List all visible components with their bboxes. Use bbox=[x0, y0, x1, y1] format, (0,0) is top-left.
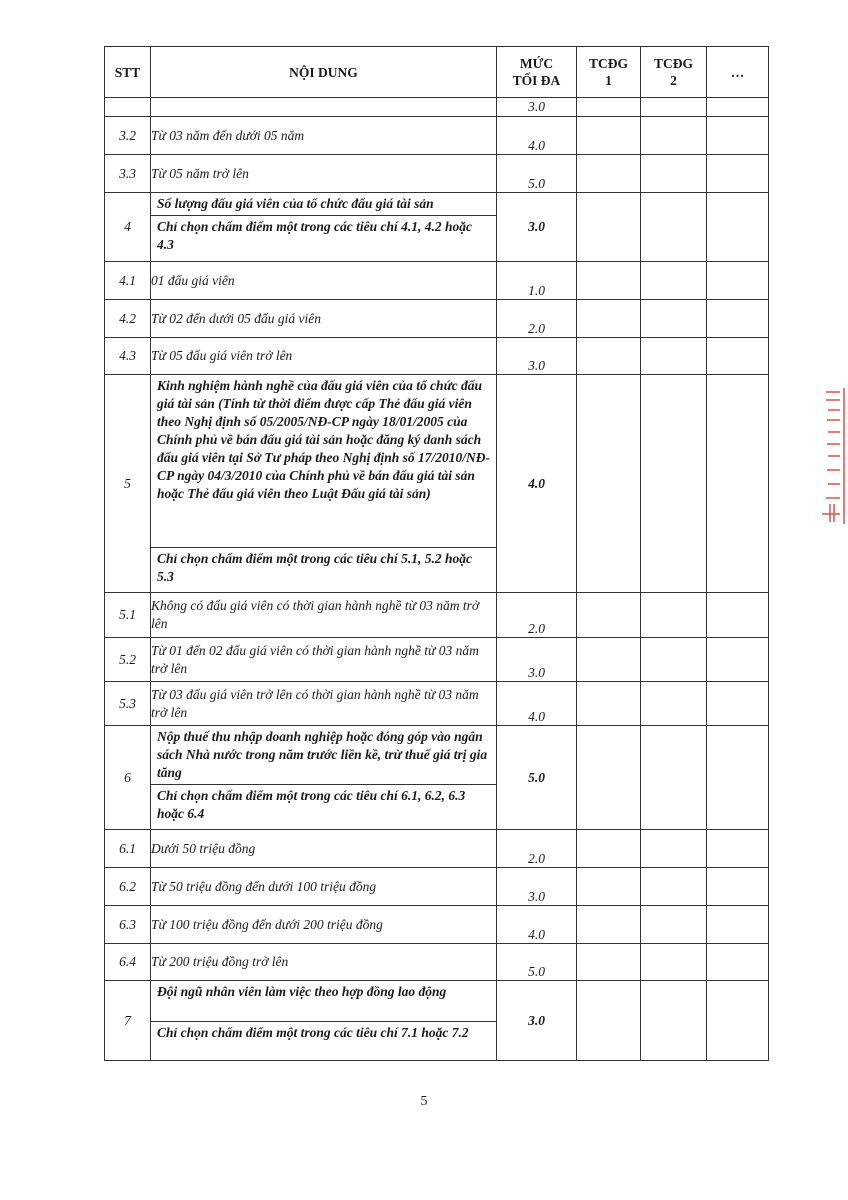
row-max-score: 4.0 bbox=[497, 117, 577, 155]
header-more: … bbox=[707, 47, 769, 98]
tcdg1-cell[interactable] bbox=[577, 906, 641, 944]
tcdg1-cell[interactable] bbox=[577, 981, 641, 1061]
row-content: Từ 01 đến 02 đấu giá viên có thời gian hành nghề từ 03 năm trở lên bbox=[151, 638, 497, 682]
row-content: Từ 05 đấu giá viên trở lên bbox=[151, 338, 497, 375]
row-stt: 6.4 bbox=[105, 944, 151, 981]
tcdg1-cell[interactable] bbox=[577, 726, 641, 830]
tcdg1-cell[interactable] bbox=[577, 262, 641, 300]
more-cell[interactable] bbox=[707, 155, 769, 193]
more-cell[interactable] bbox=[707, 338, 769, 375]
table-row bbox=[105, 375, 769, 593]
seal-stamp-strokes bbox=[822, 388, 844, 524]
header-tcdg2-line2: 2 bbox=[670, 73, 677, 88]
tcdg2-cell[interactable] bbox=[641, 193, 707, 262]
header-stt: STT bbox=[105, 47, 151, 98]
row-content: Từ 05 năm trở lên bbox=[151, 155, 497, 193]
table-row bbox=[105, 868, 769, 906]
more-cell[interactable] bbox=[707, 193, 769, 262]
criterion-title: Đội ngũ nhân viên làm việc theo hợp đồng lao động bbox=[157, 984, 447, 999]
row-stt: 5 bbox=[105, 375, 151, 593]
row-stt: 5.2 bbox=[105, 638, 151, 682]
row-stt: 4 bbox=[105, 193, 151, 262]
scoring-table bbox=[104, 46, 769, 1061]
table-header-row bbox=[105, 47, 769, 98]
tcdg1-cell[interactable] bbox=[577, 98, 641, 117]
row-content: Từ 100 triệu đồng đến dưới 200 triệu đồng bbox=[151, 906, 497, 944]
page-number: 5 bbox=[420, 1094, 428, 1109]
tcdg1-cell[interactable] bbox=[577, 682, 641, 726]
more-cell[interactable] bbox=[707, 830, 769, 868]
more-cell[interactable] bbox=[707, 117, 769, 155]
table-row bbox=[105, 593, 769, 638]
table-row bbox=[105, 262, 769, 300]
tcdg2-cell[interactable] bbox=[641, 944, 707, 981]
row-stt: 3.3 bbox=[105, 155, 151, 193]
more-cell[interactable] bbox=[707, 868, 769, 906]
table-row bbox=[105, 906, 769, 944]
more-cell[interactable] bbox=[707, 300, 769, 338]
row-max-score: 3.0 bbox=[497, 981, 577, 1061]
header-tcdg2-line1: TCĐG bbox=[653, 56, 693, 71]
table-row bbox=[105, 682, 769, 726]
criterion-note: Chỉ chọn chấm điểm một trong các tiêu chí 6.1, 6.2, 6.3 hoặc 6.4 bbox=[151, 784, 496, 825]
header-tcdg1-line2: 1 bbox=[605, 73, 612, 88]
tcdg2-cell[interactable] bbox=[641, 868, 707, 906]
more-cell[interactable] bbox=[707, 981, 769, 1061]
criterion-note: Chỉ chọn chấm điểm một trong các tiêu chí 4.1, 4.2 hoặc 4.3 bbox=[151, 215, 496, 256]
more-cell[interactable] bbox=[707, 944, 769, 981]
tcdg2-cell[interactable] bbox=[641, 638, 707, 682]
criterion-title: Kinh nghiệm hành nghề của đấu giá viên của tổ chức đấu giá tài sản (Tính từ thời điểm được cấp Thẻ đấu giá viên theo Nghị định số 05/2005/NĐ-CP ngày 18/01/2005 của Chính phủ về bán đấu giá tài sản hoặc đăng ký danh sách đấu giá viên tại Sở Tư pháp theo Nghị định số 17/2010/NĐ-CP ngày 04/3/2010 của Chính phủ về bán đấu giá tài sản hoặc Thẻ đấu giá viên theo Luật Đấu giá tài sản) bbox=[157, 378, 490, 501]
row-content bbox=[151, 726, 497, 830]
table-row bbox=[105, 98, 769, 117]
tcdg1-cell[interactable] bbox=[577, 193, 641, 262]
header-max-line2: TỐI ĐA bbox=[512, 73, 561, 88]
tcdg1-cell[interactable] bbox=[577, 868, 641, 906]
row-stt: 6.2 bbox=[105, 868, 151, 906]
row-stt: 7 bbox=[105, 981, 151, 1061]
tcdg2-cell[interactable] bbox=[641, 300, 707, 338]
row-stt bbox=[105, 98, 151, 117]
row-content bbox=[151, 981, 497, 1061]
table-row bbox=[105, 638, 769, 682]
row-stt: 5.3 bbox=[105, 682, 151, 726]
row-max-score: 3.0 bbox=[497, 638, 577, 682]
row-stt: 3.2 bbox=[105, 117, 151, 155]
tcdg1-cell[interactable] bbox=[577, 300, 641, 338]
more-cell[interactable] bbox=[707, 726, 769, 830]
row-content bbox=[151, 375, 497, 593]
row-content: Dưới 50 triệu đồng bbox=[151, 830, 497, 868]
tcdg1-cell[interactable] bbox=[577, 944, 641, 981]
table-row bbox=[105, 300, 769, 338]
tcdg1-cell[interactable] bbox=[577, 638, 641, 682]
row-stt: 4.2 bbox=[105, 300, 151, 338]
tcdg2-cell[interactable] bbox=[641, 98, 707, 117]
tcdg2-cell[interactable] bbox=[641, 726, 707, 830]
row-stt: 6 bbox=[105, 726, 151, 830]
tcdg2-cell[interactable] bbox=[641, 155, 707, 193]
header-tcdg1-line1: TCĐG bbox=[588, 56, 628, 71]
row-content bbox=[151, 98, 497, 117]
row-content: Từ 50 triệu đồng đến dưới 100 triệu đồng bbox=[151, 868, 497, 906]
criterion-title: Nộp thuế thu nhập doanh nghiệp hoặc đóng góp vào ngân sách Nhà nước trong năm trước liền kề, trừ thuế giá trị gia tăng bbox=[157, 729, 488, 780]
row-max-score: 2.0 bbox=[497, 830, 577, 868]
header-content: NỘI DUNG bbox=[151, 47, 497, 98]
table-row bbox=[105, 981, 769, 1061]
row-content bbox=[151, 193, 497, 262]
row-max-score: 3.0 bbox=[497, 98, 577, 117]
row-max-score: 2.0 bbox=[497, 593, 577, 638]
tcdg2-cell[interactable] bbox=[641, 338, 707, 375]
row-max-score: 4.0 bbox=[497, 375, 577, 593]
row-max-score: 5.0 bbox=[497, 944, 577, 981]
tcdg1-cell[interactable] bbox=[577, 375, 641, 593]
table-row bbox=[105, 117, 769, 155]
row-max-score: 4.0 bbox=[497, 906, 577, 944]
more-cell[interactable] bbox=[707, 98, 769, 117]
more-cell[interactable] bbox=[707, 682, 769, 726]
tcdg1-cell[interactable] bbox=[577, 338, 641, 375]
tcdg2-cell[interactable] bbox=[641, 593, 707, 638]
more-cell[interactable] bbox=[707, 593, 769, 638]
row-stt: 4.1 bbox=[105, 262, 151, 300]
seal-stamp-fragment bbox=[818, 386, 848, 526]
table-row bbox=[105, 193, 769, 262]
table-row bbox=[105, 338, 769, 375]
criterion-note: Chỉ chọn chấm điểm một trong các tiêu chí 5.1, 5.2 hoặc 5.3 bbox=[151, 547, 496, 588]
more-cell[interactable] bbox=[707, 375, 769, 593]
tcdg1-cell[interactable] bbox=[577, 830, 641, 868]
row-content: 01 đấu giá viên bbox=[151, 262, 497, 300]
row-max-score: 3.0 bbox=[497, 338, 577, 375]
table-row bbox=[105, 155, 769, 193]
table-row bbox=[105, 944, 769, 981]
more-cell[interactable] bbox=[707, 262, 769, 300]
header-tcdg-2 bbox=[641, 47, 707, 98]
more-cell[interactable] bbox=[707, 906, 769, 944]
row-max-score: 1.0 bbox=[497, 262, 577, 300]
row-content: Từ 02 đến dưới 05 đấu giá viên bbox=[151, 300, 497, 338]
row-stt: 6.3 bbox=[105, 906, 151, 944]
tcdg2-cell[interactable] bbox=[641, 906, 707, 944]
tcdg2-cell[interactable] bbox=[641, 375, 707, 593]
table-row bbox=[105, 830, 769, 868]
tcdg2-cell[interactable] bbox=[641, 262, 707, 300]
table-row bbox=[105, 726, 769, 830]
tcdg1-cell[interactable] bbox=[577, 117, 641, 155]
criterion-title: Số lượng đấu giá viên của tổ chức đấu giá tài sản bbox=[157, 196, 434, 211]
row-max-score: 5.0 bbox=[497, 155, 577, 193]
row-stt: 4.3 bbox=[105, 338, 151, 375]
more-cell[interactable] bbox=[707, 638, 769, 682]
row-max-score: 5.0 bbox=[497, 726, 577, 830]
row-max-score: 3.0 bbox=[497, 193, 577, 262]
criterion-note: Chỉ chọn chấm điểm một trong các tiêu chí 7.1 hoặc 7.2 bbox=[151, 1021, 496, 1044]
tcdg2-cell[interactable] bbox=[641, 682, 707, 726]
row-content: Từ 03 năm đến dưới 05 năm bbox=[151, 117, 497, 155]
row-max-score: 2.0 bbox=[497, 300, 577, 338]
header-tcdg-1 bbox=[577, 47, 641, 98]
row-content: Từ 03 đấu giá viên trở lên có thời gian hành nghề từ 03 năm trở lên bbox=[151, 682, 497, 726]
row-stt: 5.1 bbox=[105, 593, 151, 638]
tcdg2-cell[interactable] bbox=[641, 981, 707, 1061]
row-content: Không có đấu giá viên có thời gian hành nghề từ 03 năm trở lên bbox=[151, 593, 497, 638]
header-max-score bbox=[497, 47, 577, 98]
tcdg1-cell[interactable] bbox=[577, 155, 641, 193]
tcdg2-cell[interactable] bbox=[641, 117, 707, 155]
row-max-score: 3.0 bbox=[497, 868, 577, 906]
tcdg1-cell[interactable] bbox=[577, 593, 641, 638]
row-stt: 6.1 bbox=[105, 830, 151, 868]
row-max-score: 4.0 bbox=[497, 682, 577, 726]
header-max-line1: MỨC bbox=[519, 56, 554, 71]
tcdg2-cell[interactable] bbox=[641, 830, 707, 868]
row-content: Từ 200 triệu đồng trở lên bbox=[151, 944, 497, 981]
